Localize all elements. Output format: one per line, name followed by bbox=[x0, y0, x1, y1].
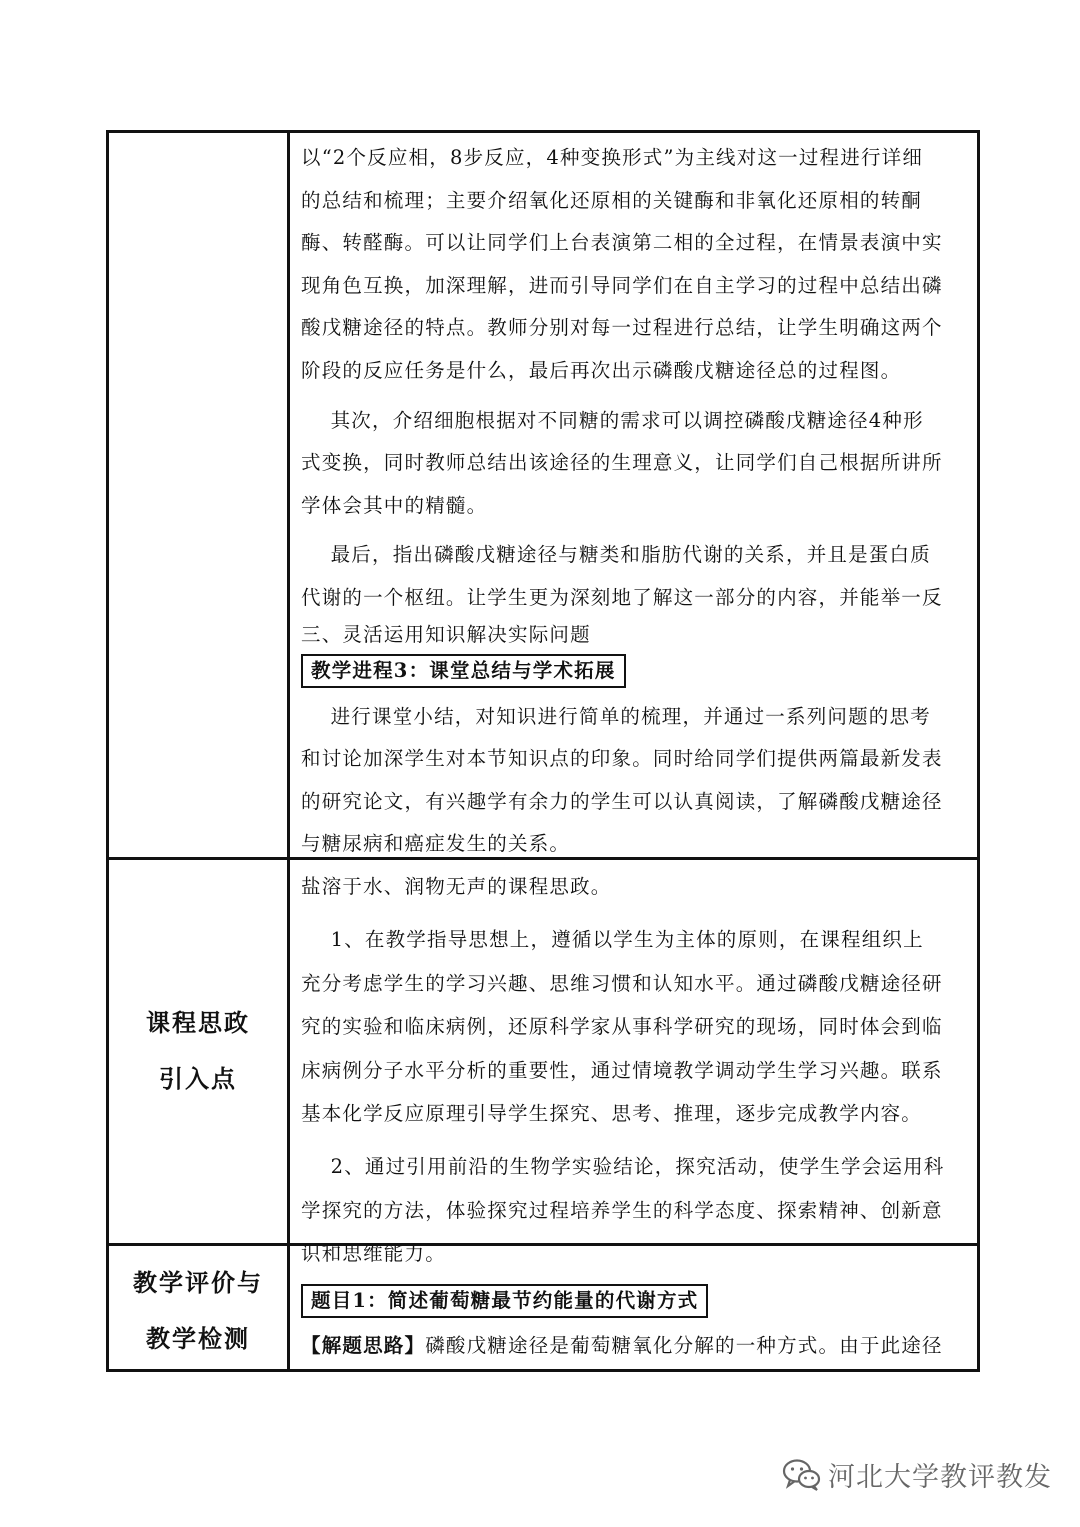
text-line: 阶段的反应任务是什么，最后再次出示磷酸戊糖途径总的过程图。 bbox=[301, 358, 902, 382]
watermark bbox=[782, 1455, 1052, 1494]
text-line: 充分考虑学生的学习兴趣、思维习惯和认知水平。通过磷酸戊糖途径研 bbox=[301, 971, 943, 995]
text-line: 的研究论文，有兴趣学有余力的学生可以认真阅读，了解磷酸戊糖途径 bbox=[301, 789, 943, 813]
text-line: 现角色互换，加深理解，进而引导同学们在自主学习的过程中总结出磷 bbox=[301, 273, 943, 297]
text-line: 床病例分子水平分析的重要性，通过情境教学调动学生学习兴趣。联系 bbox=[301, 1058, 943, 1082]
watermark-text: 河北大学教评教发 bbox=[828, 1462, 1052, 1493]
text-line: 与糖尿病和癌症发生的关系。 bbox=[301, 832, 571, 856]
text-line: 酸戊糖途径的特点。教师分别对每一过程进行总结，让学生明确这两个 bbox=[301, 316, 943, 340]
text-line: 其次，介绍细胞根据对不同糖的需求可以调控磷酸戊糖途径4种形 bbox=[301, 408, 924, 432]
label-line: 教学评价与 bbox=[133, 1268, 263, 1297]
text-line: 学体会其中的精髓。 bbox=[301, 493, 488, 517]
text-line: 学探究的方法，体验探究过程培养学生的科学态度、探索精神、创新意 bbox=[301, 1198, 943, 1222]
text-line: 2、通过引用前沿的生物学实验结论，探究活动，使学生学会运用科 bbox=[301, 1155, 945, 1179]
text-line: 最后，指出磷酸戊糖途径与糖类和脂肪代谢的关系，并且是蛋白质 bbox=[301, 543, 931, 567]
text-line: 式变换，同时教师总结出该途径的生理意义，让同学们自己根据所讲所 bbox=[301, 451, 943, 475]
label-line: 教学检测 bbox=[146, 1324, 250, 1353]
teaching-process-cell bbox=[301, 137, 967, 866]
wechat-icon bbox=[782, 1458, 822, 1492]
text-line: 识和思维能力。 bbox=[301, 1242, 446, 1266]
text-line: 究的实验和临床病例，还原科学家从事科学研究的现场，同时体会到临 bbox=[301, 1015, 943, 1039]
label-line: 课程思政 bbox=[146, 1008, 250, 1037]
question-title-box: 题目1：简述葡萄糖最节约能量的代谢方式 bbox=[301, 1284, 708, 1318]
ideology-cell bbox=[301, 865, 967, 1276]
text-line: 三、灵活运用知识解决实际问题 bbox=[301, 622, 591, 646]
text-line: 1、在教学指导思想上，遵循以学生为主体的原则，在课程组织上 bbox=[301, 928, 924, 952]
answer-tag: 【解题思路】 bbox=[301, 1334, 426, 1357]
text-line: 的总结和梳理；主要介绍氧化还原相的关键酶和非氧化还原相的转酮 bbox=[301, 188, 923, 212]
content-table bbox=[106, 130, 980, 1372]
point-2 bbox=[301, 1145, 967, 1275]
text-line: 进行课堂小结，对知识进行简单的梳理，并通过一系列问题的思考 bbox=[301, 704, 931, 728]
answer-line bbox=[301, 1326, 967, 1366]
text-line: 盐溶于水、润物无声的课程思政。 bbox=[301, 875, 612, 898]
text-line: 酶、转醛酶。可以让同学们上台表演第二相的全过程，在情景表演中实 bbox=[301, 231, 943, 255]
section-title-box: 教学进程3：课堂总结与学术拓展 bbox=[301, 654, 626, 688]
text-line: 代谢的一个枢纽。让学生更为深刻地了解这一部分的内容，并能举一反 bbox=[301, 585, 943, 609]
paragraph-group-c bbox=[301, 534, 967, 649]
text-line: 和讨论加深学生对本节知识点的印象。同时给同学们提供两篇最新发表 bbox=[301, 747, 943, 771]
evaluation-label bbox=[109, 1255, 287, 1367]
evaluation-cell bbox=[301, 1280, 967, 1366]
text-line: 以“2个反应相，8步反应，4种变换形式”为主线对这一过程进行详细 bbox=[301, 146, 924, 169]
ideology-label bbox=[109, 995, 287, 1107]
point-1 bbox=[301, 918, 967, 1135]
text-line: 基本化学反应原理引导学生探究、思考、推理，逐步完成教学内容。 bbox=[301, 1102, 923, 1126]
answer-text: 磷酸戊糖途径是葡萄糖氧化分解的一种方式。由于此途径 bbox=[425, 1334, 943, 1357]
label-line: 引入点 bbox=[159, 1064, 237, 1093]
paragraph-group-a bbox=[301, 137, 967, 393]
paragraph-group-d bbox=[301, 696, 967, 866]
paragraph-group-b bbox=[301, 400, 967, 528]
column-divider bbox=[287, 133, 290, 1369]
